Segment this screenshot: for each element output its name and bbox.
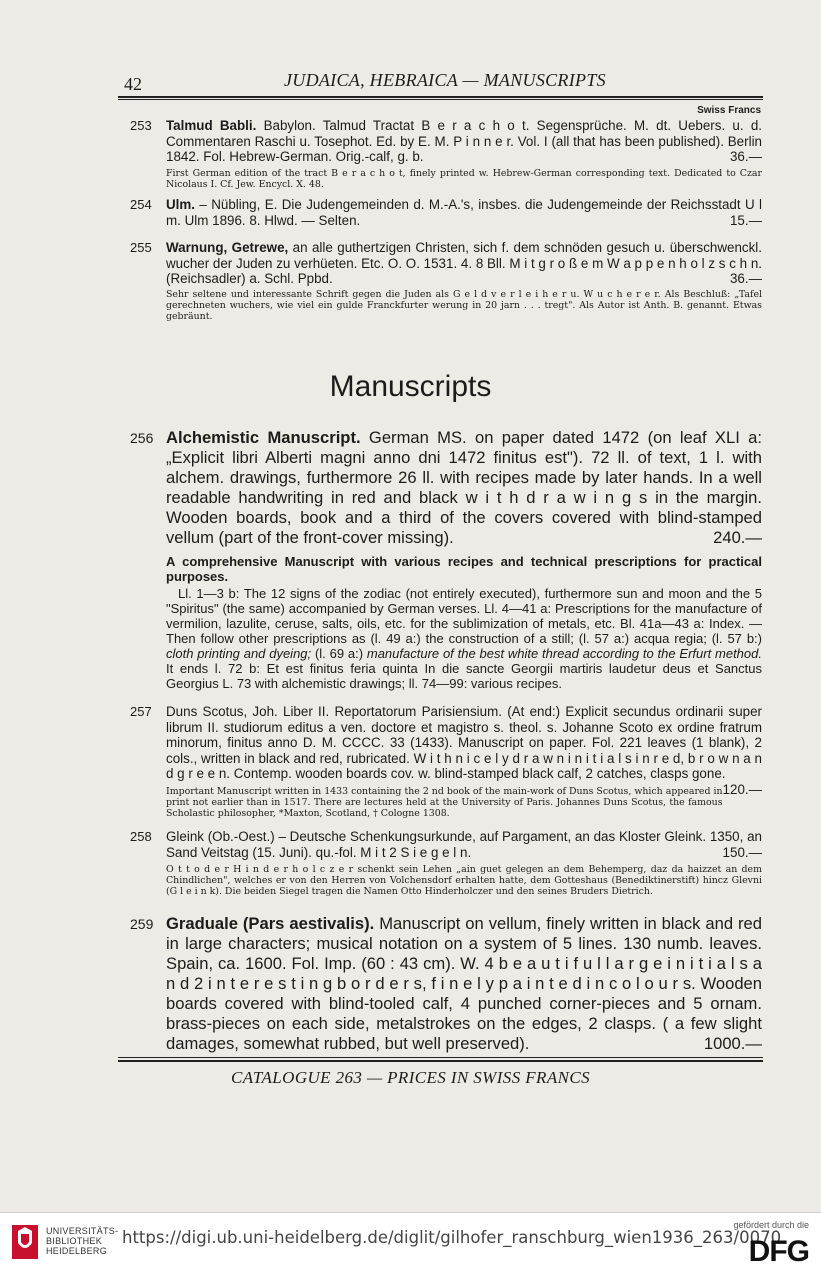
entry-description: Duns Scotus, Joh. Liber II. Reportatorum Parisiensium. (At end:) Explicit secundus ordinarii super librum II. studiorum editus a ven. doctore et magistro s. theol. s. Johanne Scoto ex ordine fratrum minorum, finitus anno D. M. CCCC. 33 (1433). Manuscript on paper. Fol. 221 leaves (1 blank), 2 cols., written in black and red, rubricated. W i t h n i c e l y d r a w n i n i t i a l s i n r e d, b r o w n a n d g r e e n. Contemp. wooden boards cov. w. blind-stamped black calf, 2 catches, clasps gone.	[166, 704, 762, 781]
header-rule-thin	[118, 99, 763, 100]
entry-description: Gleink (Ob.-Oest.) – Deutsche Schenkungsurkunde, auf Pargament, an das Kloster Gleink. 1350, an Sand Veitstag (15. Juni). qu.-fol. M i t 2 S i e g e l n.	[166, 829, 762, 860]
footer-rule	[118, 1057, 763, 1058]
entry-text	[166, 118, 762, 165]
entry-lead: Graduale (Pars aestivalis).	[166, 914, 375, 933]
entry-price: 36.—	[729, 271, 762, 286]
library-name-line: HEIDELBERG	[46, 1246, 108, 1256]
entry-number: 256	[130, 430, 154, 446]
entry-price: 150.—	[722, 844, 762, 860]
entry-number: 253	[130, 118, 152, 133]
university-logo-icon	[10, 1223, 40, 1261]
catalogue-entry	[130, 197, 762, 228]
currency-label: Swiss Francs	[697, 105, 761, 116]
page-number: 42	[124, 74, 142, 94]
footer-rule-thick	[118, 1060, 763, 1062]
entry-lead: Alchemistic Manuscript.	[166, 428, 361, 447]
catalogue-entry	[130, 118, 762, 190]
contents-text: Ll. 1—3 b: The 12 signs of the zodiac (not entirely executed), furthermore sun and moon and the 5 "Spiritus" (the same) accompanied by German verses. Ll. 4—41 a: Prescriptions for the manufacture of vermilion, lazulite, ceruse, salts, oils, etc. for the sublimization of metals, etc. Bl. 41a—43 a: Index. — Then follow other prescriptions as (l. 49 a:) the construction of a still; (l. 57 a:) acqua regia; (l. 57 b:)	[166, 586, 762, 646]
entry-price: 1000.—	[703, 1034, 762, 1053]
entry-contents	[166, 586, 762, 691]
catalogue-entry	[130, 829, 762, 897]
entry-text	[166, 914, 762, 1054]
entry-text	[166, 428, 762, 548]
footer-caption: CATALOGUE 263 — PRICES IN SWISS FRANCS	[231, 1068, 590, 1087]
entry-lead: Warnung, Getrewe,	[166, 240, 289, 255]
contents-emphasis: cloth printing and dyeing;	[166, 646, 312, 661]
entry-text	[166, 197, 762, 228]
library-name	[46, 1226, 118, 1256]
entry-price: 120.—	[722, 781, 762, 797]
entry-summary: A comprehensive Manuscript with various recipes and technical prescriptions for practical purposes.	[166, 554, 762, 584]
entry-description: German MS. on paper dated 1472 (on leaf XLI a: „Explicit libri Alberti magni anno dni 1472 finitus est"). 72 ll. of text, 1 l. with alchem. drawings, furthermore 26 ll. with recipes made by later hands. In a well readable handwriting in red and black w i t h d r a w i n g s in the margin. Wooden boards, book and a third of the covers covered with blind-stamped vellum (part of the front-cover missing).	[166, 428, 762, 547]
catalogue-entry	[130, 914, 762, 1054]
entry-text	[166, 704, 762, 797]
contents-emphasis: manufacture of the best white thread according to the Erfurt method.	[366, 646, 762, 661]
header-rule	[118, 96, 763, 98]
entry-number: 259	[130, 916, 154, 932]
contents-text: (l. 69 a:)	[311, 646, 367, 661]
contents-text: It ends l. 72 b: Et est finitus feria quinta In die sancte Georgii martiris laudetur deus et Sanctus Georgius L. 73 with alchemistic drawings; ll. 74—99: various recipes.	[166, 661, 762, 691]
catalogue-entry	[130, 428, 762, 691]
entry-price: 15.—	[729, 212, 762, 228]
permalink-url[interactable]: https://digi.ub.uni-heidelberg.de/diglit/gilhofer_ranschburg_wien1936_263/0070	[122, 1228, 782, 1247]
entry-description: Manuscript on vellum, finely written in black and red in large characters; musical notation on a system of 5 lines. 130 numb. leaves. Spain, ca. 1600. Fol. Imp. (60 : 43 cm). W. 4 b e a u t i f u l l a r g e i n i t i a l s a n d 2 i n t e r e s t i n g b o r d e r s, f i n e l y p a i n t e d i n c o l o u r s. Wooden boards covered with blind-tooled calf, 4 punched corner-pieces and 5 ornam. brass-pieces on each side, metalstrokes on the edges, 2 clasps. ( a few slight damages, somewhat rubbed, but well preserved).	[166, 914, 762, 1053]
library-name-line: UNIVERSITÄTS-	[46, 1226, 119, 1236]
entry-number: 258	[130, 829, 152, 844]
entry-note: Important Manuscript written in 1433 containing the 2 nd book of the main-work of Duns Scotus, which appeared in print not earlier than in 1517. There are lectures held at the University of Paris. Johannes Duns Scotus, the famous Scholastic philosopher, *Maxton, Scotland, † Cologne 1308.	[166, 785, 723, 819]
running-title: JUDAICA, HEBRAICA — MANUSCRIPTS	[284, 70, 606, 90]
catalogue-entry	[130, 704, 762, 819]
entry-number: 257	[130, 704, 152, 719]
entry-price: 36.—	[729, 149, 762, 164]
entry-lead: Talmud Babli.	[166, 118, 257, 133]
entry-description: – Nübling, E. Die Judengemeinden d. M.-A.'s, insbes. die Judengemeinde der Reichsstadt U l m. Ulm 1896. 8. Hlwd. — Selten.	[166, 197, 762, 228]
dfg-logo: DFG	[748, 1235, 809, 1268]
entry-number: 255	[130, 240, 152, 255]
entry-note: O t t o d e r H i n d e r h o l c z e r schenkt sein Lehen „ain guet gelegen an dem Behemperg, daz da haizzet an dem Chindlichen", welches er von den Herren von Volchensdorf erhalten hatte, dem Gotteshaus (Benediktinerstift) hincz Glevni (G l e i n k). Die beiden Siegel tragen die Namen Otto Hinderholczer und den seines Bruders Dietrich.	[166, 864, 762, 897]
funded-by-label: gefördert durch die	[733, 1220, 809, 1230]
entry-price: 240.—	[713, 528, 762, 547]
library-name-line: BIBLIOTHEK	[46, 1236, 103, 1246]
entry-description: Babylon. Talmud Tractat B e r a c h o t. Segensprüche. M. dt. Uebers. u. d. Commentaren Raschi u. Tosephot. Ed. by E. M. P i n n e r. Vol. I (all that has been published). Berlin 1842. Fol. Hebrew-German. Orig.-calf, g. b.	[166, 118, 763, 164]
entry-note: First German edition of the tract B e r a c h o t, finely printed w. Hebrew-German corresponding text. Dedicated to Czar Nicolaus I. Cf. Jew. Encycl. X. 48.	[166, 167, 762, 190]
entry-number: 254	[130, 197, 152, 212]
entry-note: Sehr seltene und interessante Schrift gegen die Juden als G e l d v e r l e i h e r u. W u c h e r e r. Als Beschluß: „Tafel gerechneten wuchers, wie viel ein gulde Franckfurter werung in 20 jarn . . . tregt". Als Autor ist Anth. B. genannt. Etwas gebräunt.	[166, 288, 762, 322]
catalogue-entry	[130, 240, 762, 322]
entry-text	[166, 829, 762, 860]
entry-text	[166, 240, 762, 287]
entry-lead: Ulm.	[166, 197, 196, 212]
section-title: Manuscripts	[329, 370, 492, 403]
entry-description: an alle guthertzigen Christen, sich f. dem schnöden gesuch u. überschwenckl. wucher der Juden zu verhüeten. Etc. O. O. 1531. 4. 8 Bll. M i t g r o ß e m W a p p e n h o l z s c h n. (Reichsadler) a. Schl. Ppbd.	[166, 240, 762, 286]
